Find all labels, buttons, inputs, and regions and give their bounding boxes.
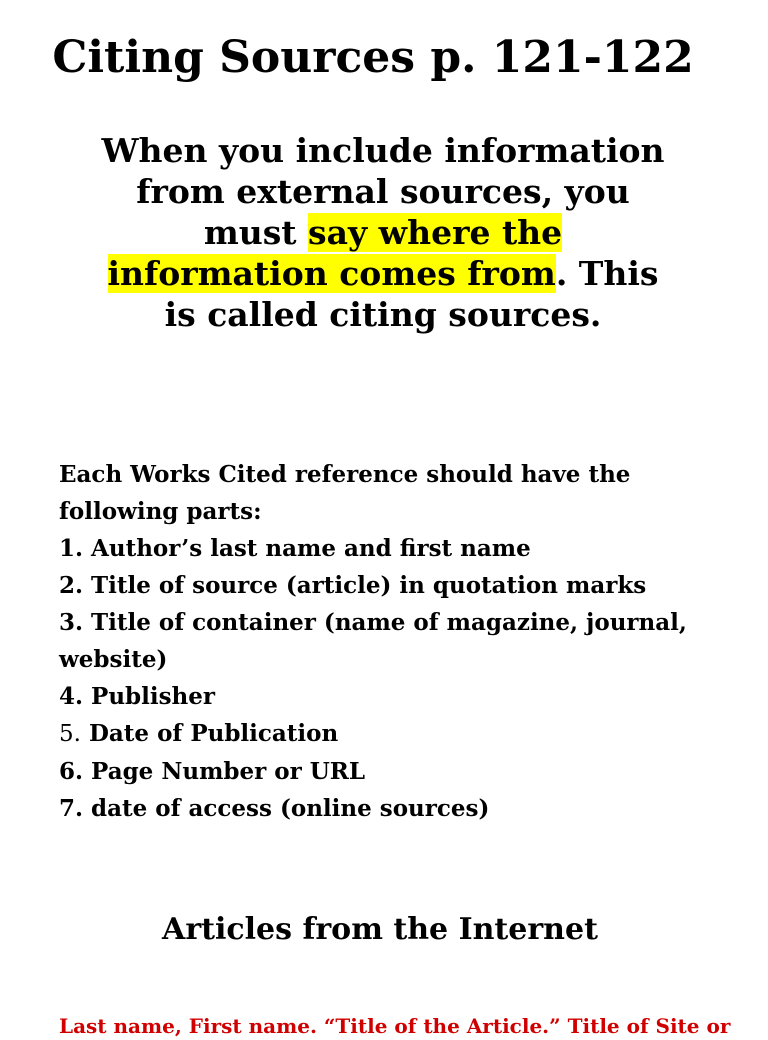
item-number: 7. (59, 795, 84, 822)
item-number: 6. (59, 758, 84, 785)
item-text: Page Number or URL (83, 758, 366, 785)
item-text: Author’s last name and first name (83, 535, 531, 562)
citation-format: Last name, First name. “Title of the Article.” Title of Site or (59, 1014, 731, 1038)
item-number: 3. (59, 609, 84, 636)
list-item (59, 790, 719, 827)
list-item (59, 678, 719, 715)
item-text: Date of Publication (80, 720, 339, 747)
section-heading: Articles from the Internet (162, 912, 598, 947)
item-text: Title of container (name of magazine, journal, website) (59, 609, 687, 673)
item-text: Publisher (83, 683, 216, 710)
item-number: 5. (59, 721, 81, 747)
list-item (59, 604, 719, 678)
list-item (59, 567, 719, 604)
page-title: Citing Sources p. 121-122 (52, 32, 694, 83)
intro-highlight: say where the information comes from (107, 213, 563, 293)
item-text: Title of source (article) in quotation marks (83, 572, 647, 599)
list-item (59, 715, 719, 753)
intro-text: When you include information from external sources, you must (101, 131, 665, 252)
item-text: date of access (online sources) (83, 795, 490, 822)
parts-lead: Each Works Cited reference should have the following parts: (59, 461, 631, 525)
works-cited-parts (59, 456, 719, 827)
item-number: 2. (59, 572, 84, 599)
list-item (59, 530, 719, 567)
item-number: 1. (59, 535, 84, 562)
item-number: 4. (59, 683, 84, 710)
list-item (59, 753, 719, 790)
intro-text-end: . This is called citing sources. (164, 254, 659, 334)
intro-paragraph (90, 130, 676, 335)
